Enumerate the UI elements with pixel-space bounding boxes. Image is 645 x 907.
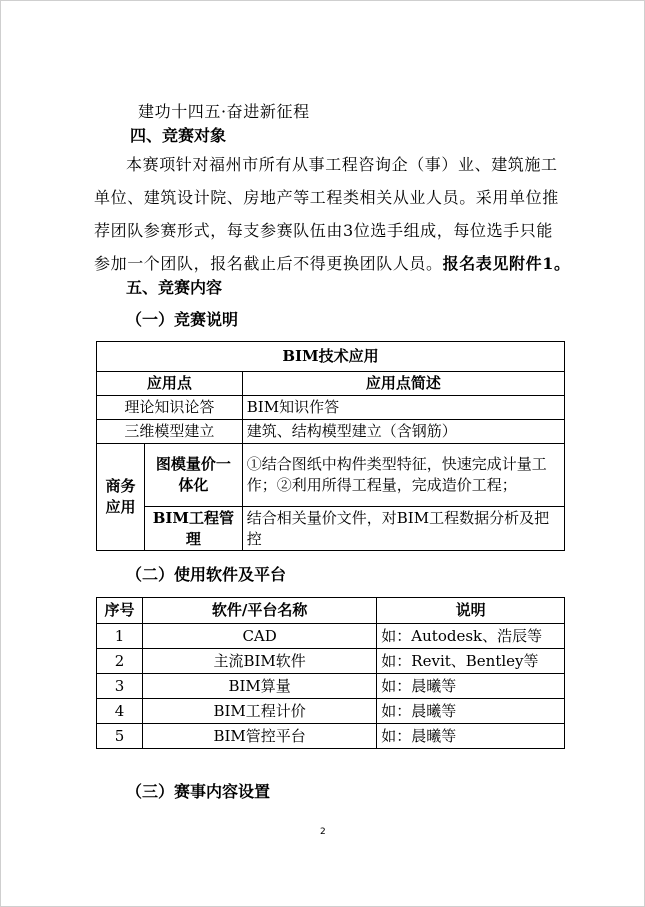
- para-line-4: [94, 253, 571, 275]
- para-line-1: 本赛项针对福州市所有从事工程咨询企（事）业、建筑施工: [126, 155, 558, 174]
- table1-title: BIM技术应用: [97, 342, 565, 372]
- para-line-3: 荐团队参赛形式，每支参赛队伍由3位选手组成，每位选手只能: [94, 221, 553, 240]
- table2-row4-note: 如：晨曦等: [377, 699, 565, 724]
- table1-col-header-desc: 应用点简述: [242, 372, 564, 396]
- page-number: 2: [320, 827, 326, 837]
- table2-row5-index: 5: [97, 724, 143, 749]
- table2-row5-name: BIM管控平台: [142, 724, 376, 749]
- table1-row3-name: 图模量价一体化: [144, 444, 242, 507]
- table2-header-note: 说明: [377, 598, 565, 624]
- table2-row4-name: BIM工程计价: [142, 699, 376, 724]
- subsection-1-heading: （一）竞赛说明: [126, 310, 239, 329]
- table1-row2-name: 三维模型建立: [97, 420, 243, 444]
- table1-row1-desc: BIM知识作答: [242, 396, 564, 420]
- software-table: [96, 597, 565, 749]
- table1-col-header-point: 应用点: [97, 372, 243, 396]
- section4-heading: 四、竞赛对象: [130, 126, 227, 145]
- subsection-3-heading: （三）赛事内容设置: [126, 782, 271, 801]
- table1-group-label: 商务应用: [97, 444, 145, 551]
- table1-row4-desc: 结合相关量价文件，对BIM工程数据分析及把控: [242, 507, 564, 551]
- table2-row4-index: 4: [97, 699, 143, 724]
- table1-row2-desc: 建筑、结构模型建立（含钢筋）: [242, 420, 564, 444]
- table2-row1-index: 1: [97, 624, 143, 649]
- attachment-note: 报名表见附件1。: [442, 254, 571, 273]
- table2-row1-name: CAD: [142, 624, 376, 649]
- bim-application-table: [96, 341, 565, 551]
- table2-row3-index: 3: [97, 674, 143, 699]
- table2-row3-note: 如：晨曦等: [377, 674, 565, 699]
- table2-row3-name: BIM算量: [142, 674, 376, 699]
- header-line: 建功十四五·奋进新征程: [138, 102, 310, 121]
- table2-header-index: 序号: [97, 598, 143, 624]
- table1-row3-desc: ①结合图纸中构件类型特征，快速完成计量工作；②利用所得工程量，完成造价工程；: [242, 444, 564, 507]
- para-line-4-text: 参加一个团队，报名截止后不得更换团队人员。: [94, 254, 443, 273]
- table2-row1-note: 如：Autodesk、浩辰等: [377, 624, 565, 649]
- section5-heading: 五、竞赛内容: [126, 278, 223, 297]
- table1-row4-name: BIM工程管理: [144, 507, 242, 551]
- table1-row1-name: 理论知识论答: [97, 396, 243, 420]
- table2-row2-index: 2: [97, 649, 143, 674]
- table2-row2-note: 如：Revit、Bentley等: [377, 649, 565, 674]
- para-line-2: 单位、建筑设计院、房地产等工程类相关从业人员。采用单位推: [94, 188, 559, 207]
- subsection-2-heading: （二）使用软件及平台: [126, 565, 287, 584]
- table2-row5-note: 如：晨曦等: [377, 724, 565, 749]
- table2-row2-name: 主流BIM软件: [142, 649, 376, 674]
- table2-header-name: 软件/平台名称: [142, 598, 376, 624]
